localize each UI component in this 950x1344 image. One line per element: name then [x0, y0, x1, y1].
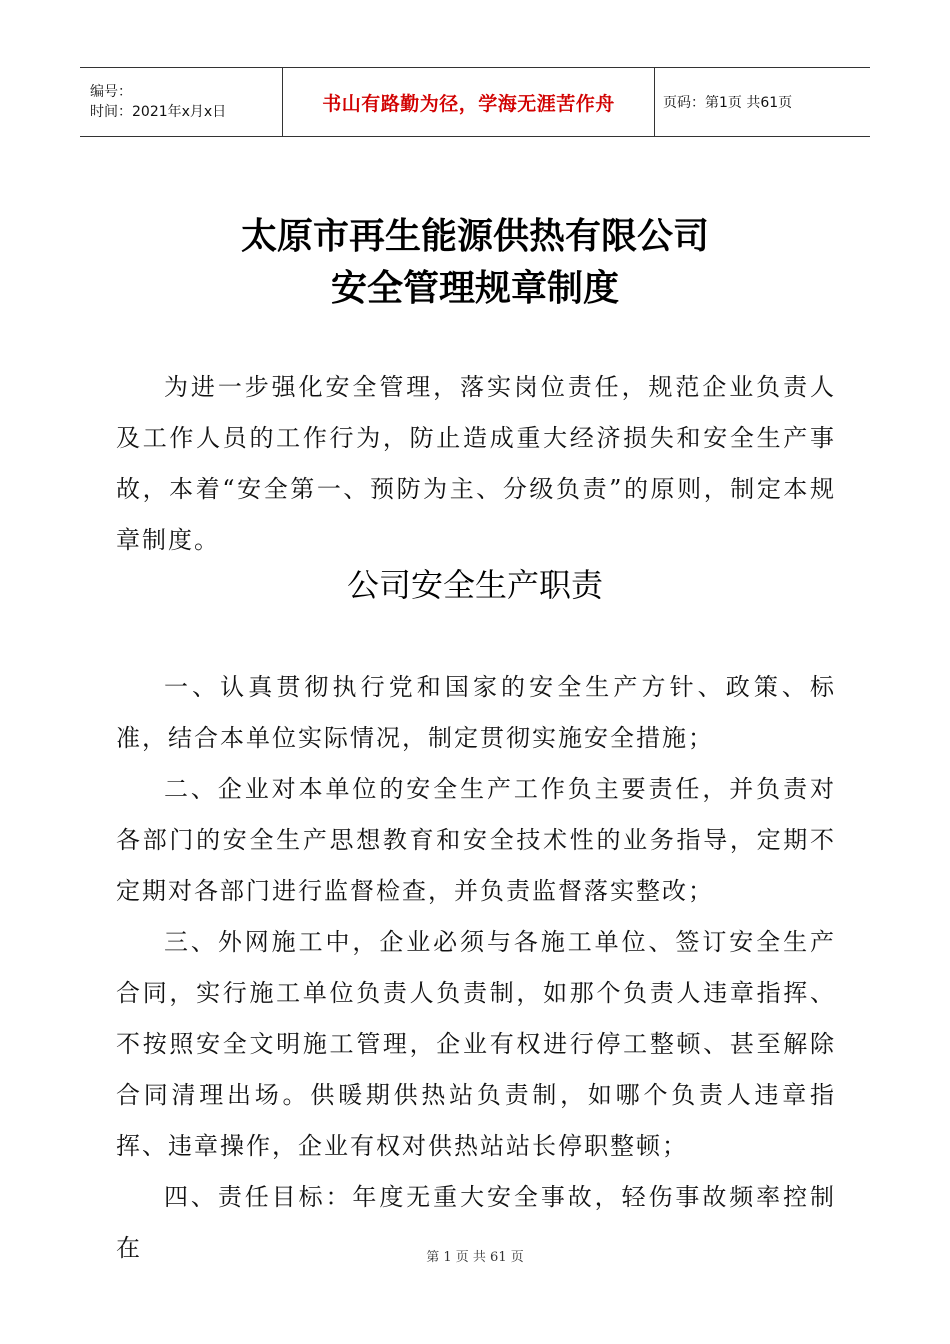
duties-list [116, 662, 836, 1274]
header-page-info [655, 68, 870, 136]
duty-item-4: 四、责任目标：年度无重大安全事故，轻伤事故频率控制在 [116, 1183, 836, 1262]
header-motto-cell [283, 68, 655, 136]
duty-item-3: 三、外网施工中，企业必须与各施工单位、签订安全生产合同，实行施工单位负责人负责制，如那个负责人违章指挥、不按照安全文明施工管理，企业有权进行停工整顿、甚至解除合同清理出场。供暖期供热站负责制，如哪个负责人违章指挥、违章操作，企业有权对供热站站长停职整顿； [116, 928, 836, 1160]
duty-item-1: 一、认真贯彻执行党和国家的安全生产方针、政策、标准，结合本单位实际情况，制定贯彻实施安全措施； [116, 673, 836, 752]
intro-text: 为进一步强化安全管理，落实岗位责任，规范企业负责人及工作人员的工作行为，防止造成重大经济损失和安全生产事故，本着“安全第一、预防为主、分级负责”的原则，制定本规章制度。 [116, 373, 836, 554]
page-header [80, 67, 870, 137]
header-motto: 书山有路勤为径，学海无涯苦作舟 [322, 92, 615, 115]
header-page-number: 页码：第1页 共61页 [663, 95, 793, 111]
document-date-label: 时间：2021年x月x日 [90, 104, 227, 120]
document-number-label: 编号： [90, 84, 132, 100]
document-title-line1: 太原市再生能源供热有限公司 [240, 216, 709, 257]
page-footer: 第 1 页 共 61 页 [426, 1250, 524, 1265]
document-title-line2: 安全管理规章制度 [330, 268, 619, 309]
section-title: 公司安全生产职责 [346, 566, 603, 604]
intro-paragraph [116, 362, 836, 566]
header-meta [80, 68, 283, 136]
duty-item-2: 二、企业对本单位的安全生产工作负主要责任，并负责对各部门的安全生产思想教育和安全技术性的业务指导，定期不定期对各部门进行监督检查，并负责监督落实整改； [116, 775, 836, 905]
